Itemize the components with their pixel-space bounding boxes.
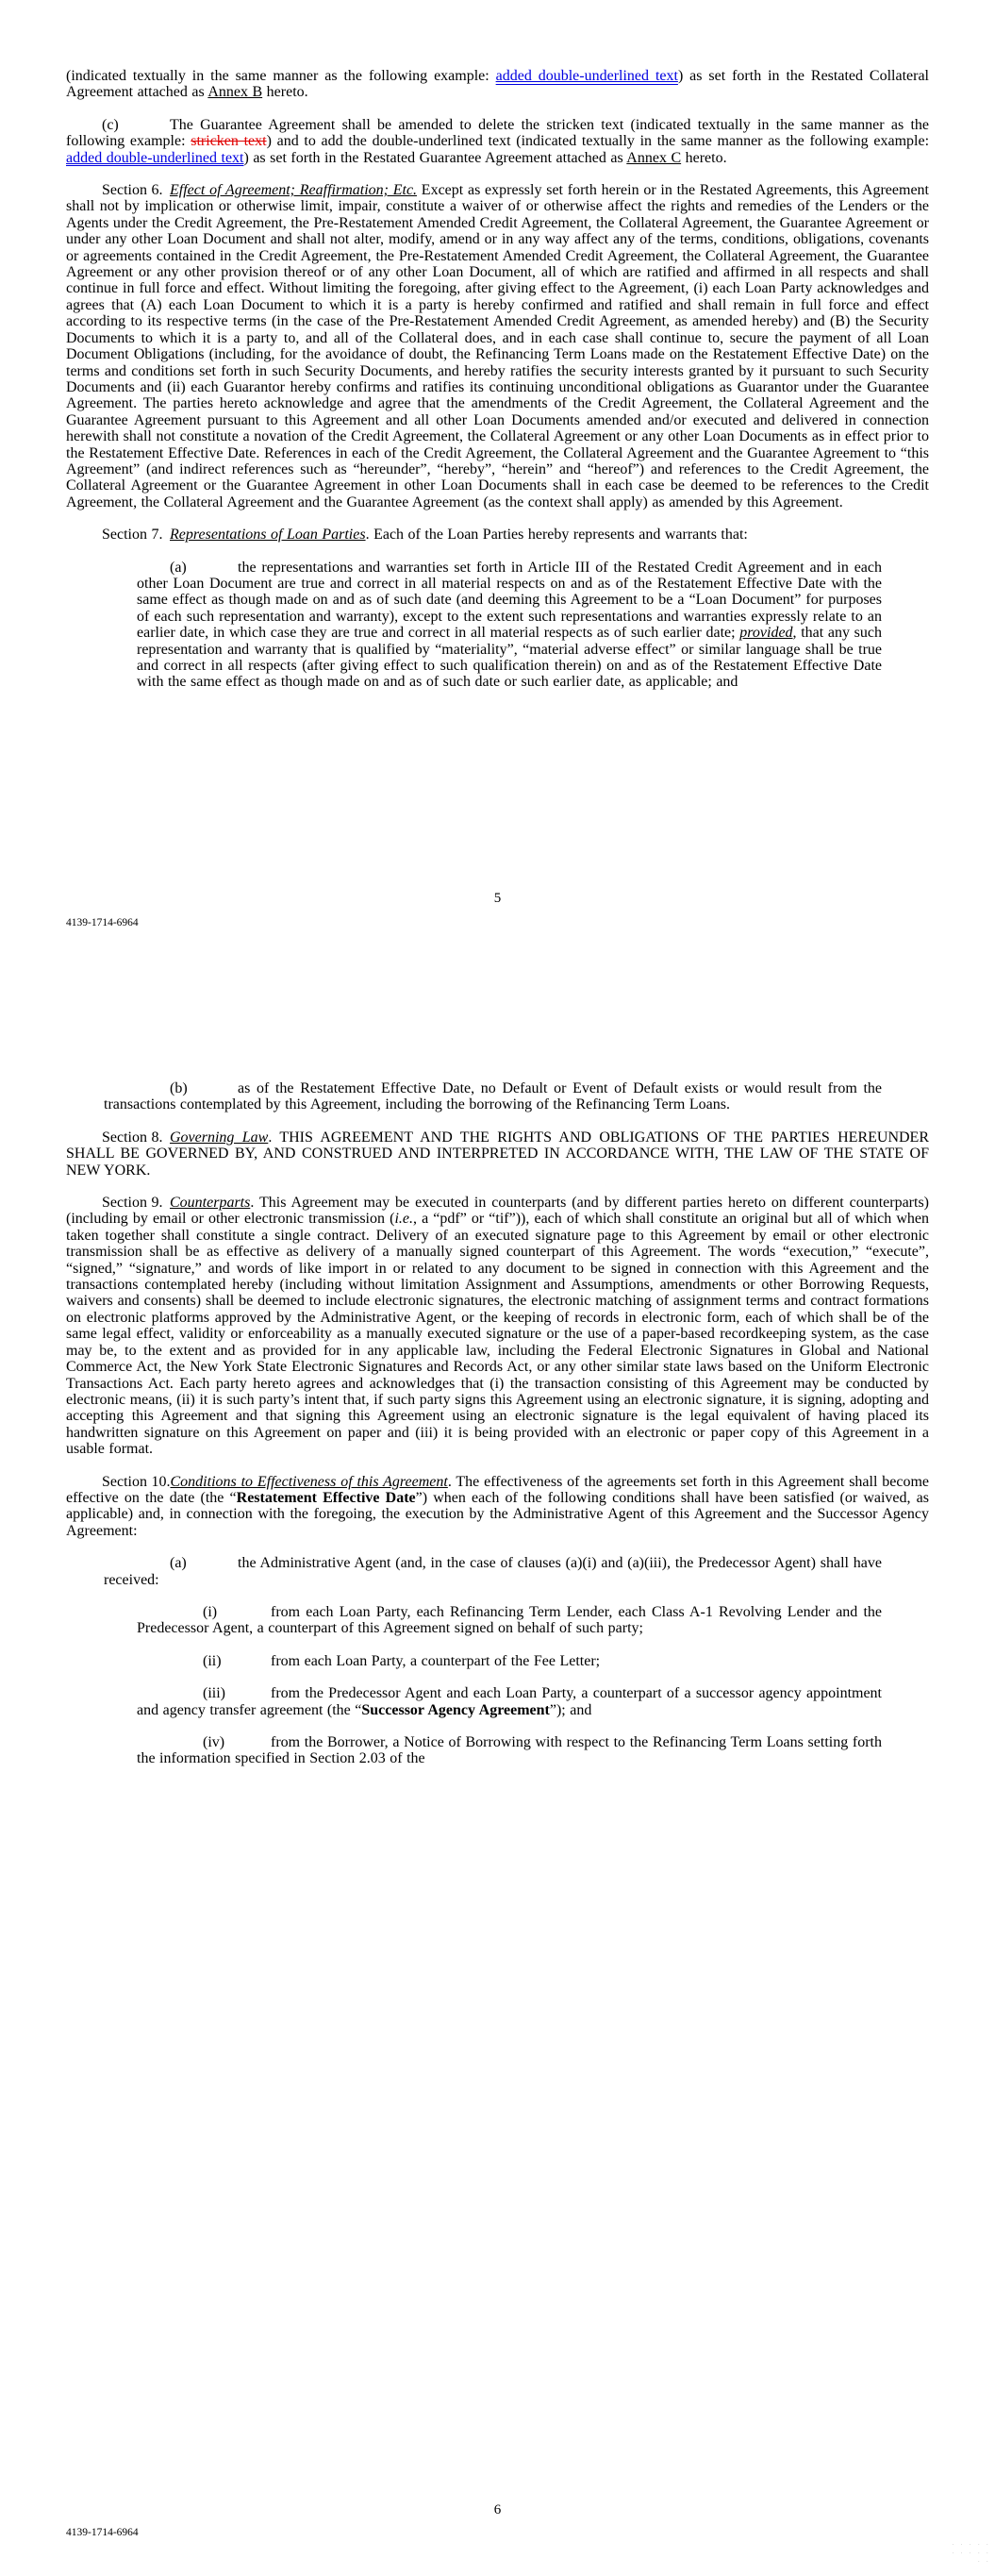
paragraph [66, 1129, 929, 1179]
annex-reference: Annex B [207, 84, 263, 101]
text-run: ) as set forth in the Restated Guarantee Agreement attached as [243, 149, 627, 166]
text-run: Except as expressly set forth herein or in the Restated Agreements, this Agreement shall not by implication or otherwise limit, impair, constitute a waiver of or otherwise affect the rights and remedies of the Lenders or the Agents under the Credit Agreement, the Pre-Restatement Amended Credit Agreement, the Collateral Agreement, the Guarantee Agreement or under any other Loan Document and shall not alter, modify, amend or in any way affect any of the terms, conditions, obligations, covenants or agreements contained in the Credit Agreement, the Pre-Restatement Amended Credit Agreement, the Collateral Agreement, the Guarantee Agreement or any other provision thereof or of any other Loan Document, all of which are ratified and affirmed in all respects and shall continue in full force and effect. Without limiting the foregoing, after giving effect to the Agreement, (i) each Loan Party acknowledges and agrees that (A) each Loan Document to which it is a party is hereby confirmed and ratified and shall remain in full force and effect according to its respective terms (in the case of the Pre-Restatement Amended Credit Agreement, as amended hereby) and (B) the Security Documents to which it is a party to, and all of the Collateral does, and in each case shall continue to, secure the payment of all Loan Document Obligations (including, for the avoidance of doubt, the Refinancing Term Loans made on the Restatement Effective Date) on the terms and conditions set forth in such Security Documents, and hereby ratifies the security interests granted by it pursuant to such Security Documents and (ii) each Guarantor hereby confirms and ratifies its continuing unconditional obligations as Guarantor under the Guarantee Agreement. The parties hereto acknowledge and agree that the amendments of the Credit Agreement, the Collateral Agreement and the Guarantee Agreement pursuant to this Agreement and all other Loan Documents amended and/or executed and delivered in connection herewith shall not constitute a novation of the Credit Agreement, the Collateral Agreement or any other Loan Documents as in effect prior to the Restatement Effective Date. References in each of the Credit Agreement, the Collateral Agreement and the Guarantee Agreement to “this Agreement” (and indirect references such as “hereunder”, “hereby”, “herein” and “hereof”) and references to the Credit Agreement, the Collateral Agreement or the Guarantee Agreement in other Loan Documents shall in each case be deemed to be references to the Credit Agreement, the Collateral Agreement and the Guarantee Agreement (as the context shall apply) as amended by this Agreement. [66, 182, 929, 510]
text-run: . Each of the Loan Parties hereby represents and warrants that: [365, 527, 748, 544]
text-run: . THIS AGREEMENT AND THE RIGHTS AND OBLIGATIONS OF THE PARTIES HEREUNDER SHALL BE GOVERNED BY, AND CONSTRUED AND INTERPRETED IN ACCORDANCE WITH, THE LAW OF THE STATE OF NEW YORK. [66, 1129, 930, 1179]
paragraph [137, 1653, 882, 1669]
paragraph [137, 1685, 882, 1718]
added-text-example: added double-underlined text [495, 68, 678, 84]
paragraph [66, 117, 929, 166]
paragraph-label: (iv) [203, 1734, 225, 1750]
paragraph-label: (a) [170, 559, 187, 576]
paragraph-label: (c) [102, 116, 119, 133]
text-run: hereto. [262, 84, 308, 101]
text-run: ) and to add the double-underlined text (indicated textually in the same manner as the following example: [266, 133, 930, 150]
paragraph-label: Section 6. [102, 182, 163, 199]
text-run: The Guarantee Agreement shall be amended to delete the stricken text (indicated textually in the same manner as the following example: [66, 116, 929, 150]
text-run: from each Loan Party, each Refinancing Term Lender, each Class A-1 Revolving Lender and the Predecessor Agent, a counterpart of this Agreement signed on behalf of such party; [137, 1603, 882, 1637]
text-run: ”) when each of the following conditions shall have been satisfied (or waived, as applicable) and, in connection with the foregoing, the execution by the Administrative Agent of this Agreement and the Successor Agency Agreement: [66, 1489, 930, 1539]
page-number: 5 [493, 891, 502, 906]
section-heading: Governing Law [170, 1129, 269, 1146]
text-run: . The effectiveness of the agreements set forth in this Agreement shall become effective on the date (the “ [66, 1473, 929, 1506]
paragraph-label: (i) [203, 1603, 218, 1620]
text-run: the Administrative Agent (and, in the case of clauses (a)(i) and (a)(iii), the Predecessor Agent) shall have received: [104, 1555, 882, 1588]
paragraph [104, 1080, 882, 1113]
paragraph-label: (iii) [203, 1685, 225, 1702]
section-heading: Effect of Agreement; Reaffirmation; Etc. [170, 182, 418, 199]
section-heading: Counterparts [170, 1195, 251, 1212]
document-page-6 [0, 1080, 995, 2576]
text-run: , a “pdf” or “tif”)), each of which shall constitute an original but all of which when taken together shall constitute a single contract. Delivery of an executed signature page to this Agreement by email or other electronic transmission shall be as effective as delivery of a manually signed counterpart of this Agreement. The words “execution,” “execute”, “signed,” “signature,” and words of like import in or related to any document to be signed in connection with this Agreement and the transactions contemplated hereby (including without limitation Assignment and Assumptions, amendments or other Borrowing Requests, waivers and consents) shall be deemed to include electronic signatures, the electronic matching of assignment terms and contract formations on electronic platforms approved by the Administrative Agent, or the keeping of records in electronic form, each of which shall be of the same legal effect, validity or enforceability as a manually executed signature or the use of a paper-based recordkeeping system, as the case may be, to the extent and as provided for in any applicable law, including the Federal Electronic Signatures in Global and National Commerce Act, the New York State Electronic Signatures and Records Act, or any other similar state laws based on the Uniform Electronic Transactions Act. Each party hereto agrees and acknowledges that (i) the transaction consisting of this Agreement may be conducted by electronic means, (ii) it is such party’s intent that, if such party signs this Agreement using an electronic signature, it is signing, adopting and accepting this Agreement and that signing this Agreement using an electronic signature is the legal equivalent of having placed its handwritten signature on this Agreement on paper and (iii) it is being provided with an electronic or paper copy of this Agreement in a usable format. [66, 1211, 930, 1458]
page-content [0, 1080, 995, 1767]
text-run: from each Loan Party, a counterpart of the Fee Letter; [271, 1652, 601, 1669]
italic-text: i.e. [394, 1211, 413, 1228]
section-heading: provided [739, 625, 793, 642]
paragraph-label: (b) [170, 1080, 188, 1096]
text-run: , that any such representation and warranty that is qualified by “materiality”, “material adverse effect” or similar language shall be true and correct in all respects (after giving effect to such qualification therein) on and as of the Restatement Effective Date with the same effect as though made on and as of such date or such earlier date, as applicable; and [137, 625, 883, 691]
paragraph [137, 1734, 882, 1767]
page-number: 6 [493, 2502, 502, 2517]
paragraph-label: Section 9. [102, 1195, 163, 1212]
section-heading: Conditions to Effectiveness of this Agreement [170, 1473, 448, 1490]
paragraph [104, 1555, 882, 1588]
text-run: from the Borrower, a Notice of Borrowing with respect to the Refinancing Term Loans setting forth the information specified in Section 2.03 of the [137, 1734, 882, 1767]
text-run: from the Predecessor Agent and each Loan Party, a counterpart of a successor agency appointment and agency transfer agreement (the “ [137, 1685, 882, 1718]
document-id-footer: 4139-1714-6964 [66, 2527, 139, 2538]
section-heading: Representations of Loan Parties [170, 527, 366, 544]
page-content [0, 0, 995, 691]
text-run: hereto. [681, 149, 727, 166]
corner-artifact: · · · · · · · · · · · · [952, 2541, 990, 2566]
page-gap [0, 948, 995, 1080]
paragraph [137, 560, 882, 691]
document-page-5 [0, 0, 995, 948]
paragraph-label: Section 7. [102, 527, 163, 544]
text-run: ”); and [549, 1701, 592, 1718]
stricken-text-example: stricken text [191, 133, 267, 150]
paragraph [66, 1195, 929, 1458]
paragraph-label: Section 8. [102, 1129, 163, 1146]
paragraph [66, 182, 929, 510]
text-run: as of the Restatement Effective Date, no Default or Event of Default exists or would result from the transactions contemplated by this Agreement, including the borrowing of the Refinancing Term Loans. [104, 1080, 882, 1113]
text-run: (indicated textually in the same manner as the following example: [66, 68, 496, 84]
added-text-example: added double-underlined text [66, 149, 244, 166]
paragraph [66, 527, 929, 543]
paragraph [66, 1474, 929, 1540]
text-run: . This Agreement may be executed in counterparts (and by different parties hereto on different counterparts) (including by email or other electronic transmission ( [66, 1195, 929, 1228]
document-id-footer: 4139-1714-6964 [66, 917, 139, 928]
annex-reference: Annex C [626, 149, 682, 166]
defined-term: Restatement Effective Date [236, 1489, 416, 1506]
paragraph-label: (ii) [203, 1652, 222, 1669]
text-run: ) as set forth in the Restated Collateral Agreement attached as [66, 68, 930, 101]
defined-term: Successor Agency Agreement [361, 1701, 550, 1718]
paragraph-label: Section 10. [102, 1473, 171, 1490]
paragraph [66, 68, 929, 101]
paragraph [137, 1604, 882, 1637]
text-run: the representations and warranties set forth in Article III of the Restated Credit Agreement and in each other Loan Document are true and correct in all material respects on and as of the Restatement Effective Date with the same effect as though made on and as of such date (and deeming this Agreement to be a “Loan Document” for purposes of each such representation and warranty), except to the extent such representations and warranties expressly relate to an earlier date, in which case they are true and correct in all material respects as of such earlier date; [137, 559, 882, 642]
paragraph-label: (a) [170, 1555, 187, 1572]
